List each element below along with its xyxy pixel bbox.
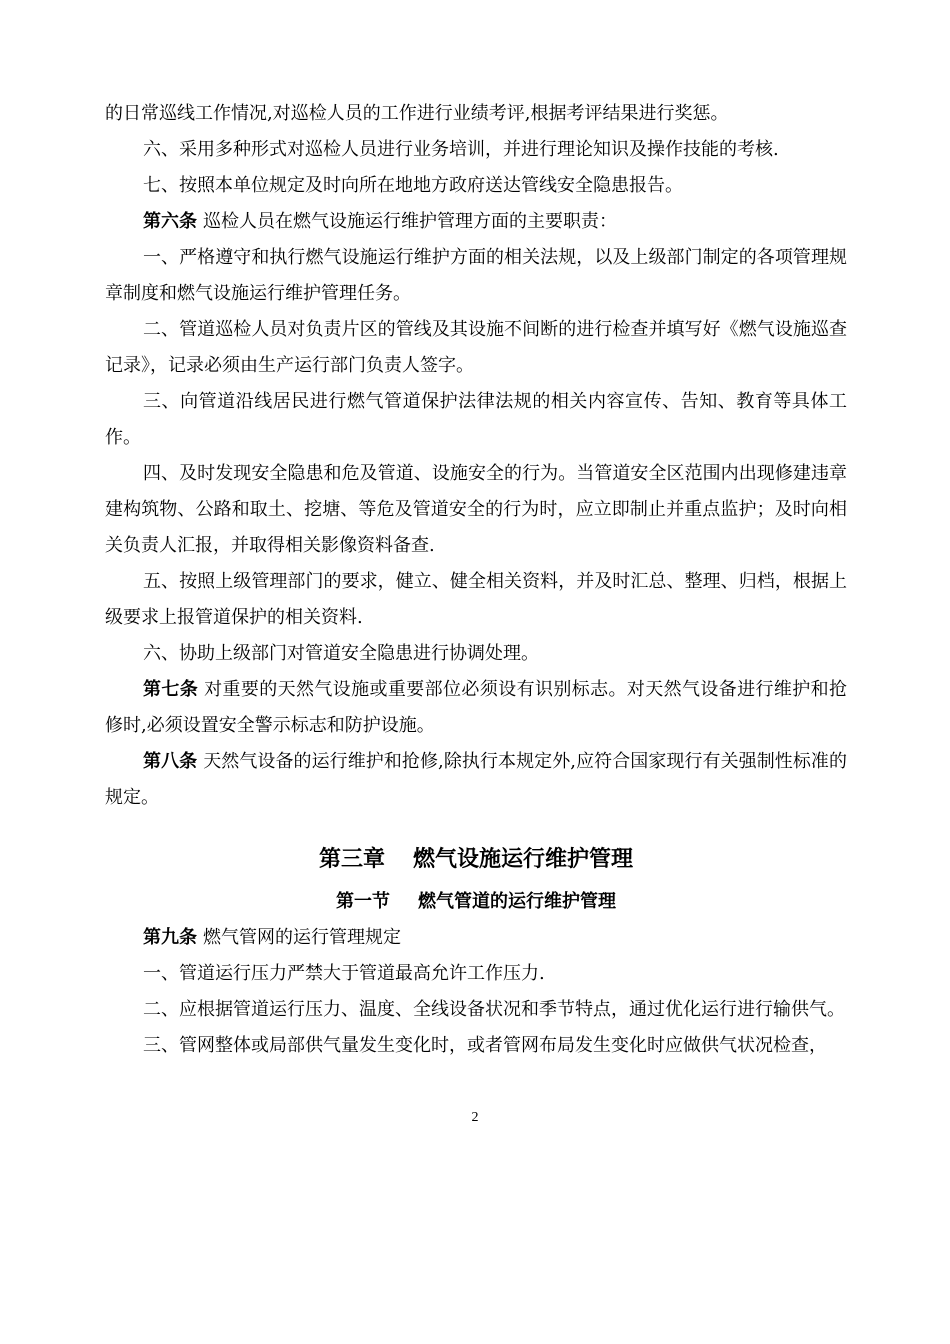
document-body	[105, 96, 847, 1064]
article-6-item-5: 五、按照上级管理部门的要求，健立、健全相关资料，并及时汇总、整理、归档，根据上级要求上报管道保护的相关资料.	[105, 571, 847, 628]
article-8-label: 第八条	[143, 751, 198, 772]
article-6-item-1: 一、严格遵守和执行燃气设施运行维护方面的相关法规，以及上级部门制定的各项管理规章制度和燃气设施运行维护管理任务。	[105, 247, 847, 304]
section-number: 第一节	[336, 891, 390, 912]
article-9-item-3: 三、管网整体或局部供气量发生变化时，或者管网布局发生变化时应做供气状况检查，	[143, 1035, 827, 1056]
article-7	[105, 672, 847, 744]
article-9-text: 燃气管网的运行管理规定	[203, 927, 401, 948]
article-6-label: 第六条	[143, 211, 197, 232]
page-number: 2	[471, 1110, 479, 1125]
article-6	[105, 204, 847, 240]
section-title: 燃气管道的运行维护管理	[418, 891, 616, 912]
article-6-item-6: 六、协助上级部门对管道安全隐患进行协调处理。	[143, 643, 539, 664]
chapter-title: 燃气设施运行维护管理	[413, 847, 634, 872]
article-7-text: 对重要的天然气设施或重要部位必须设有识别标志。对天然气设备进行维护和抢修时,必须设置安全警示标志和防护设施。	[105, 679, 848, 736]
article-6-item-2: 二、管道巡检人员对负责片区的管线及其设施不间断的进行检查并填写好《燃气设施巡查记录》，记录必须由生产运行部门负责人签字。	[105, 319, 847, 376]
paragraph-item-training: 六、采用多种形式对巡检人员进行业务培训，并进行理论知识及操作技能的考核.	[143, 139, 779, 160]
article-6-item-4: 四、及时发现安全隐患和危及管道、设施安全的行为。当管道安全区范围内出现修建违章建构筑物、公路和取土、挖塘、等危及管道安全的行为时，应立即制止并重点监护；及时向相关负责人汇报，并取得相关影像资料备查.	[105, 463, 847, 556]
article-6-item-3: 三、向管道沿线居民进行燃气管道保护法律法规的相关内容宣传、告知、教育等具体工作。	[105, 391, 847, 448]
article-7-label: 第七条	[143, 679, 199, 700]
article-9-item-1: 一、管道运行压力严禁大于管道最高允许工作压力.	[143, 963, 545, 984]
article-9-item-2: 二、应根据管道运行压力、温度、全线设备状况和季节特点，通过优化运行进行输供气。	[143, 999, 845, 1020]
article-6-text: 巡检人员在燃气设施运行维护管理方面的主要职责：	[203, 211, 617, 232]
paragraph-continuation: 的日常巡线工作情况,对巡检人员的工作进行业绩考评,根据考评结果进行奖惩。	[105, 103, 729, 124]
chapter-heading	[105, 840, 847, 880]
article-9	[105, 920, 847, 956]
article-8	[105, 744, 847, 816]
chapter-number: 第三章	[318, 847, 385, 872]
section-heading	[105, 884, 847, 920]
paragraph-item-report: 七、按照本单位规定及时向所在地地方政府送达管线安全隐患报告。	[143, 175, 683, 196]
article-9-label: 第九条	[143, 927, 197, 948]
article-8-text: 天然气设备的运行维护和抢修,除执行本规定外,应符合国家现行有关强制性标准的规定。	[105, 751, 847, 808]
